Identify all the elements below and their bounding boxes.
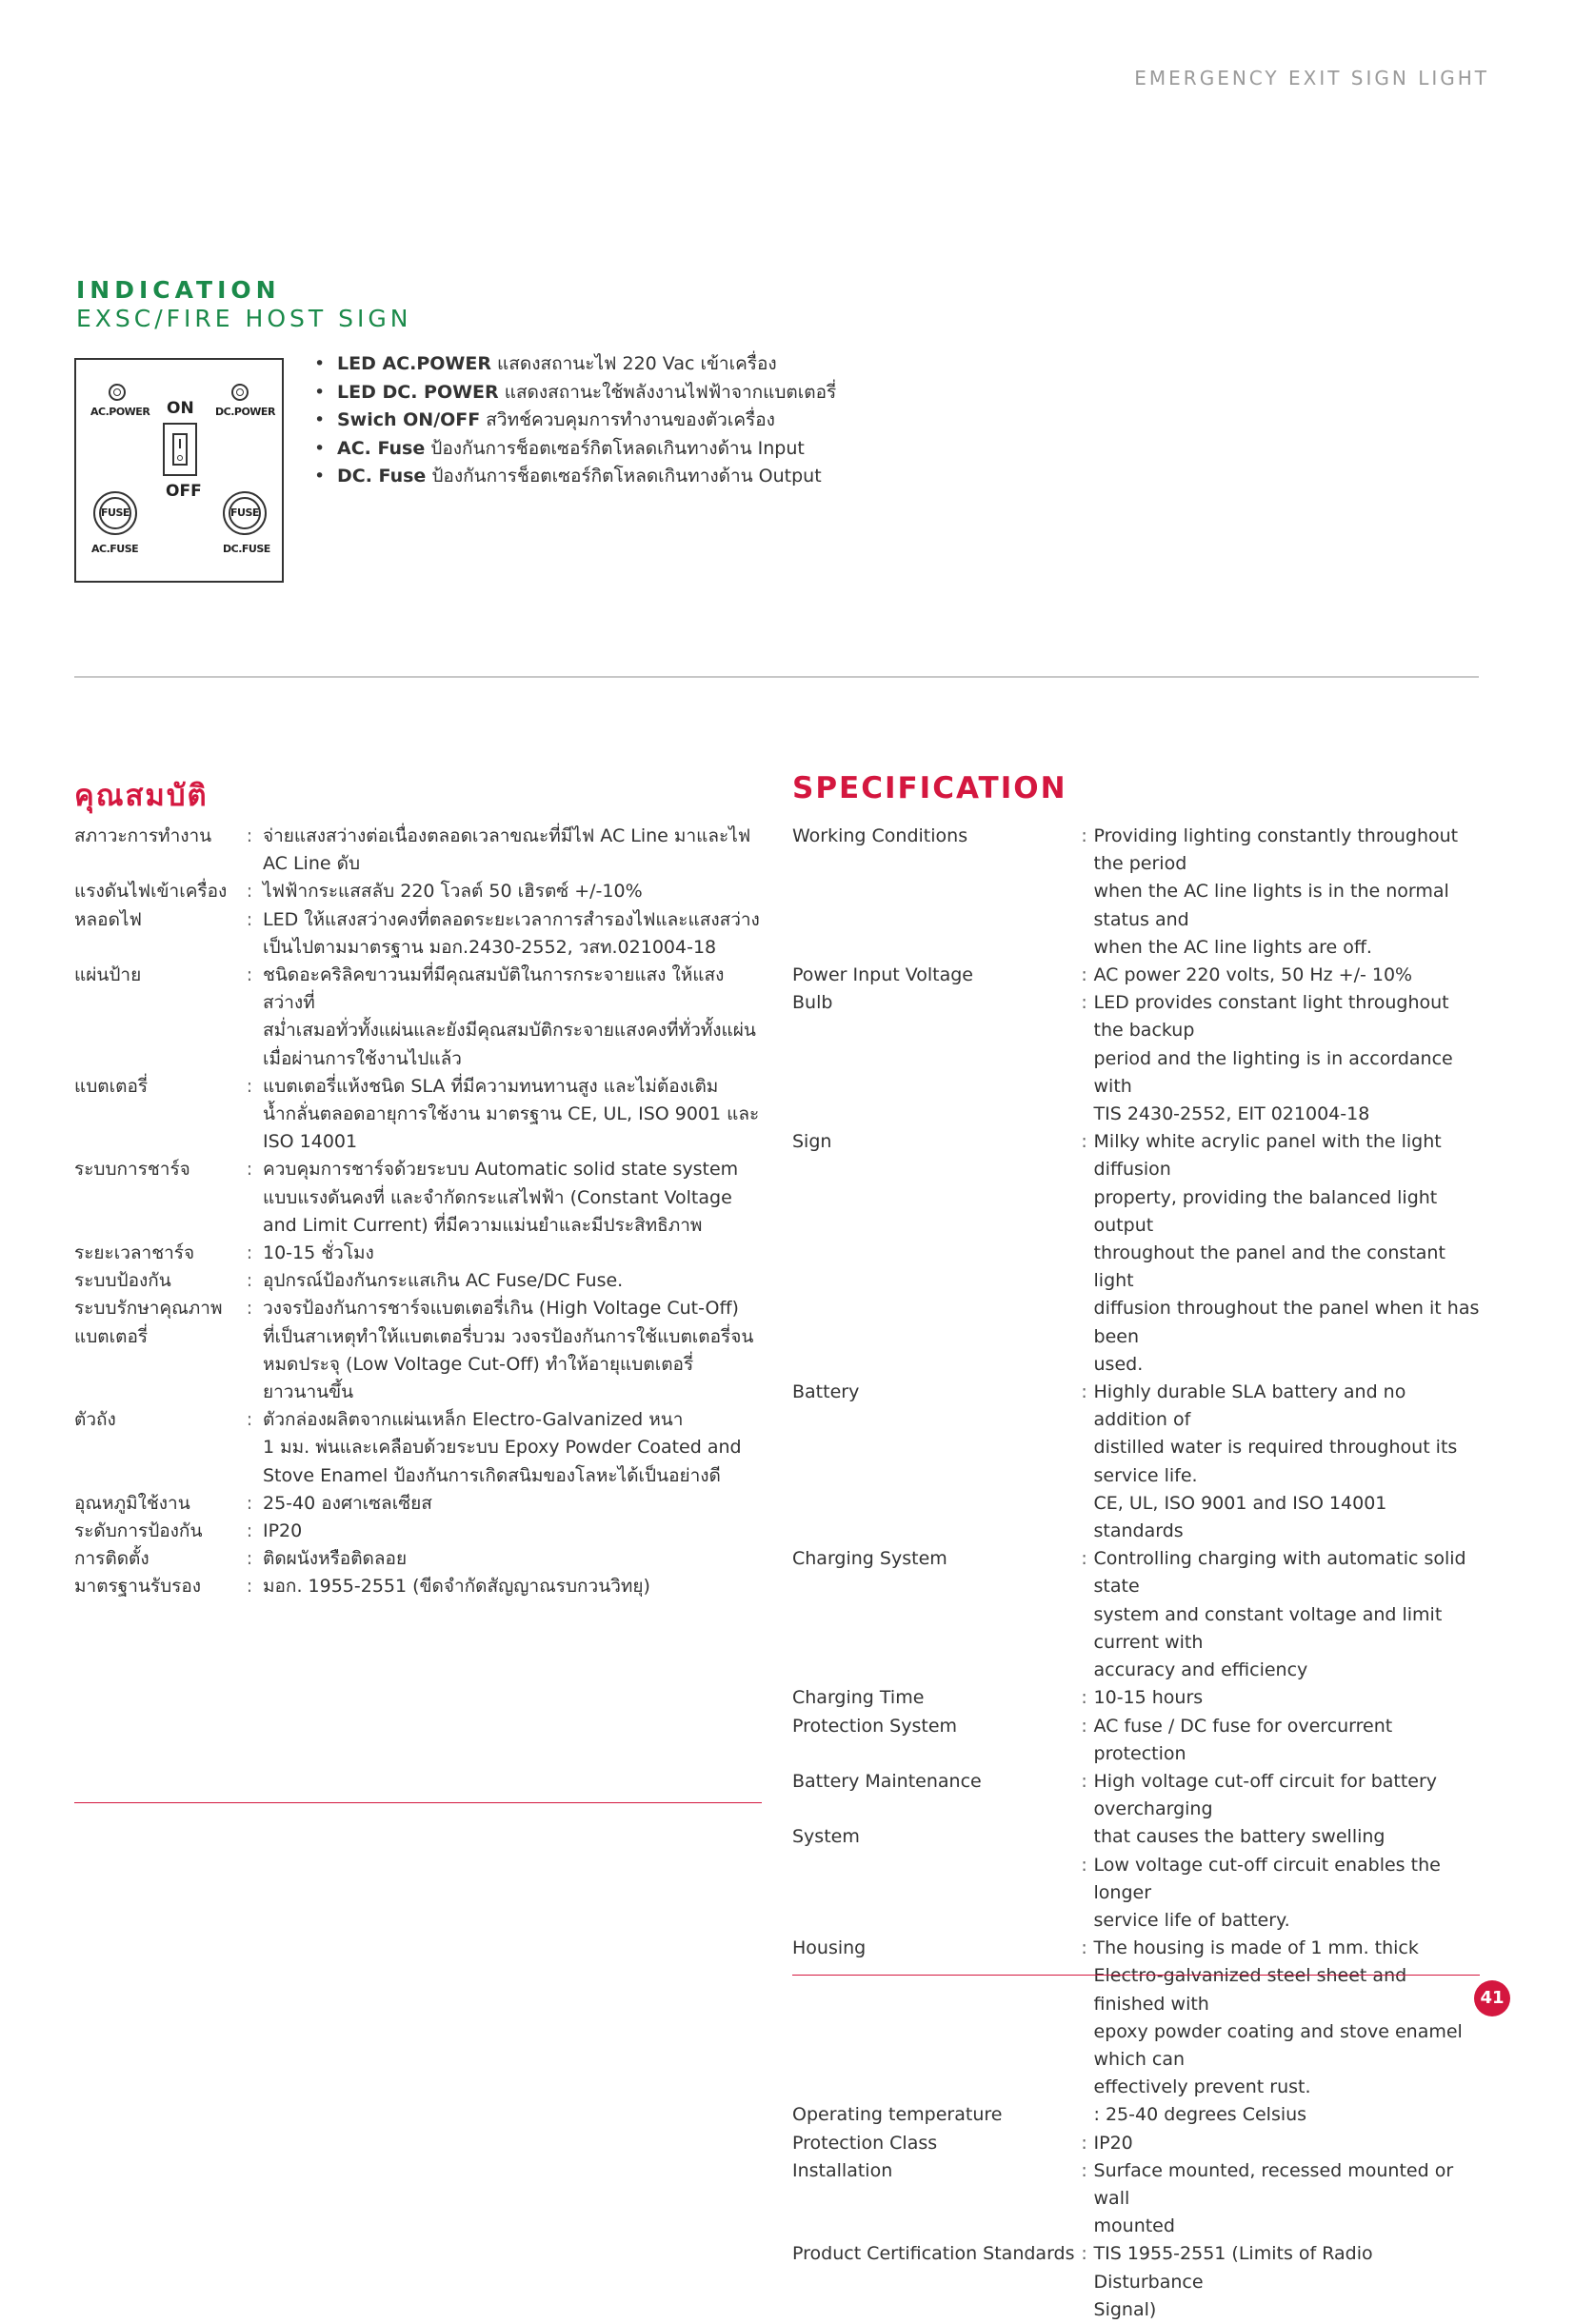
spec-row bbox=[74, 1434, 760, 1461]
spec-colon bbox=[1075, 1351, 1094, 1379]
spec-value: epoxy powder coating and stove enamel which can bbox=[1093, 2020, 1463, 2070]
spec-value: CE, UL, ISO 9001 and ISO 14001 standards bbox=[1093, 1492, 1387, 1542]
spec-value: ยาวนานขึ้น bbox=[263, 1381, 354, 1403]
spec-row bbox=[74, 1295, 760, 1322]
spec-key bbox=[74, 850, 236, 878]
spec-row bbox=[792, 823, 1480, 878]
spec-key: มาตรฐานรับรอง bbox=[74, 1576, 202, 1598]
thai-properties-heading: คุณสมบัติ bbox=[74, 779, 209, 813]
spec-key: Protection Class bbox=[792, 2132, 938, 2154]
spec-colon bbox=[1075, 934, 1094, 962]
spec-key: Power Input Voltage bbox=[792, 964, 973, 986]
spec-value: เป็นไปตามมาตรฐาน มอก.2430-2552, วสท.021004-18 bbox=[263, 936, 717, 958]
spec-key: Battery Maintenance bbox=[792, 1770, 982, 1792]
ac-power-led-icon bbox=[109, 384, 126, 401]
spec-colon: : bbox=[1081, 964, 1087, 986]
spec-key: หลอดไฟ bbox=[74, 908, 142, 930]
spec-row bbox=[792, 2240, 1480, 2295]
spec-key bbox=[74, 1128, 236, 1156]
spec-colon bbox=[1075, 1823, 1094, 1851]
bullet-item bbox=[314, 463, 836, 491]
spec-colon: : bbox=[1081, 2159, 1087, 2181]
spec-colon: : bbox=[246, 881, 253, 903]
spec-value: and Limit Current) ที่มีความแม่นยำและมีประสิทธิภาพ bbox=[263, 1214, 703, 1236]
spec-row bbox=[792, 1962, 1480, 2017]
bullet-item bbox=[314, 379, 836, 407]
ac-power-label: AC.POWER bbox=[90, 406, 150, 418]
spec-key: ระบบการชาร์จ bbox=[74, 1159, 190, 1181]
spec-key bbox=[792, 1852, 1075, 1907]
spec-colon: : bbox=[1081, 1687, 1087, 1709]
spec-colon: : bbox=[1081, 1854, 1087, 1876]
spec-value: 10-15 ชั่วโมง bbox=[263, 1242, 374, 1264]
spec-row bbox=[792, 1434, 1480, 1489]
control-panel-diagram bbox=[74, 358, 284, 583]
spec-value: distilled water is required throughout its service life. bbox=[1093, 1437, 1458, 1486]
spec-row bbox=[792, 1379, 1480, 1434]
spec-colon bbox=[1075, 1045, 1094, 1101]
spec-value: ISO 14001 bbox=[263, 1131, 358, 1153]
spec-key: Charging System bbox=[792, 1548, 947, 1570]
spec-colon bbox=[236, 1101, 263, 1128]
bullet-text: ป้องกันการช็อตเซอร์กิตโหลดเกินทางด้าน Output bbox=[426, 466, 822, 487]
spec-colon bbox=[1075, 1962, 1094, 2017]
spec-row bbox=[74, 1490, 760, 1518]
spec-colon bbox=[236, 934, 263, 962]
spec-value: เมื่อผ่านการใช้งานไปแล้ว bbox=[263, 1047, 462, 1069]
spec-value: that causes the battery swelling bbox=[1093, 1826, 1386, 1848]
spec-key bbox=[792, 2074, 1075, 2101]
spec-colon: : bbox=[1081, 1381, 1087, 1403]
spec-colon bbox=[1075, 2213, 1094, 2240]
spec-value: AC power 220 volts, 50 Hz +/- 10% bbox=[1093, 964, 1413, 986]
spec-row bbox=[74, 934, 760, 962]
spec-colon: : bbox=[246, 1298, 253, 1320]
spec-key: System bbox=[792, 1826, 860, 1848]
spec-colon: : bbox=[246, 1409, 253, 1431]
spec-value: Providing lighting constantly throughout the period bbox=[1093, 825, 1459, 875]
spec-row bbox=[74, 962, 760, 1017]
spec-key bbox=[792, 1240, 1075, 1295]
spec-colon bbox=[236, 1184, 263, 1212]
spec-value: 1 มม. พ่นและเคลือบด้วยระบบ Epoxy Powder Coated and bbox=[263, 1437, 742, 1459]
spec-key: ตัวถัง bbox=[74, 1409, 116, 1431]
spec-colon: : bbox=[246, 964, 253, 986]
spec-row bbox=[792, 1545, 1480, 1600]
page-number-badge: 41 bbox=[1474, 1980, 1510, 2016]
spec-key: Protection System bbox=[792, 1715, 958, 1737]
spec-colon bbox=[1075, 2296, 1094, 2324]
spec-value: แบบแรงดันคงที่ และจำกัดกระแสไฟฟ้า (Constant Voltage bbox=[263, 1186, 732, 1208]
spec-value: Controlling charging with automatic solid state bbox=[1093, 1548, 1466, 1598]
thai-properties-table bbox=[74, 823, 760, 1601]
spec-value: LED provides constant light throughout the backup bbox=[1093, 992, 1449, 1042]
spec-key bbox=[792, 1434, 1075, 1489]
spec-row bbox=[792, 2130, 1480, 2157]
spec-value: diffusion throughout the panel when it has been bbox=[1093, 1298, 1480, 1347]
spec-value: TIS 2430-2552, EIT 021004-18 bbox=[1093, 1103, 1370, 1125]
spec-row bbox=[74, 1518, 760, 1545]
spec-row bbox=[792, 2296, 1480, 2324]
spec-colon: : bbox=[246, 1159, 253, 1181]
spec-key bbox=[792, 1184, 1075, 1240]
spec-colon bbox=[236, 850, 263, 878]
spec-value: when the AC line lights is in the normal status and bbox=[1093, 881, 1449, 930]
spec-colon bbox=[1075, 1657, 1094, 1684]
spec-key: แผ่นป้าย bbox=[74, 964, 142, 986]
spec-key: Bulb bbox=[792, 992, 833, 1014]
spec-colon: : bbox=[246, 1576, 253, 1598]
spec-row bbox=[792, 1907, 1480, 1935]
spec-row bbox=[74, 1379, 760, 1406]
spec-key: ระบบป้องกัน bbox=[74, 1270, 171, 1292]
spec-value: มอก. 1955-2551 (ขีดจำกัดสัญญาณรบกวนวิทยุ) bbox=[263, 1576, 650, 1598]
spec-value: น้ำกลั่นตลอดอายุการใช้งาน มาตรฐาน CE, UL, ISO 9001 และ bbox=[263, 1103, 760, 1125]
spec-row bbox=[74, 1184, 760, 1212]
spec-value: 10-15 hours bbox=[1093, 1687, 1204, 1709]
spec-row bbox=[792, 2101, 1480, 2129]
spec-row bbox=[792, 1601, 1480, 1657]
power-switch-icon bbox=[163, 423, 197, 476]
spec-key bbox=[792, 1601, 1075, 1657]
spec-row bbox=[792, 1684, 1480, 1712]
spec-row bbox=[792, 1351, 1480, 1379]
spec-colon: : bbox=[1081, 1770, 1087, 1792]
spec-value: วงจรป้องกันการชาร์จแบตเตอรี่เกิน (High Voltage Cut-Off) bbox=[263, 1298, 739, 1320]
spec-value: system and constant voltage and limit current with bbox=[1093, 1603, 1443, 1653]
spec-colon bbox=[236, 1045, 263, 1073]
spec-colon: : bbox=[246, 1548, 253, 1570]
spec-row bbox=[792, 1852, 1480, 1907]
spec-key: Battery bbox=[792, 1381, 860, 1403]
spec-key: Installation bbox=[792, 2159, 893, 2181]
spec-key bbox=[74, 1462, 236, 1490]
dc-power-label: DC.POWER bbox=[215, 406, 275, 418]
spec-row bbox=[74, 1156, 760, 1183]
spec-value: ติดผนังหรือติดลอย bbox=[263, 1548, 408, 1570]
spec-key bbox=[792, 2296, 1075, 2324]
spec-value: TIS 1955-2551 (Limits of Radio Disturbance bbox=[1093, 2243, 1373, 2293]
spec-key: แบตเตอรี่ bbox=[74, 1325, 149, 1347]
spec-key: Operating temperature bbox=[792, 2104, 1003, 2126]
bullet-text: ป้องกันการช็อตเซอร์กิตโหลดเกินทางด้าน Input bbox=[425, 437, 805, 459]
spec-value: Surface mounted, recessed mounted or wall bbox=[1093, 2159, 1454, 2209]
spec-row bbox=[74, 1128, 760, 1156]
spec-value: ชนิดอะคริลิคขาวนมที่มีคุณสมบัติในการกระจายแสง ให้แสงสว่างที่ bbox=[263, 964, 725, 1014]
spec-row bbox=[74, 1073, 760, 1101]
spec-row bbox=[74, 906, 760, 934]
spec-value: จ่ายแสงสว่างต่อเนื่องตลอดเวลาขณะที่มีไฟ AC Line มาและไฟ bbox=[263, 825, 751, 846]
spec-colon bbox=[236, 1379, 263, 1406]
dc-fuse-text: FUSE bbox=[229, 497, 261, 529]
spec-row bbox=[74, 823, 760, 850]
spec-colon bbox=[236, 1434, 263, 1461]
spec-row bbox=[74, 1267, 760, 1295]
bullet-item bbox=[314, 407, 836, 435]
spec-key bbox=[792, 934, 1075, 962]
spec-colon bbox=[1075, 1907, 1094, 1935]
spec-row bbox=[74, 850, 760, 878]
spec-key bbox=[74, 934, 236, 962]
specification-table bbox=[792, 823, 1480, 2324]
off-label: OFF bbox=[166, 482, 202, 501]
spec-key: อุณหภูมิใช้งาน bbox=[74, 1492, 190, 1514]
spec-key bbox=[792, 2213, 1075, 2240]
spec-value: สม่ำเสมอทั่วทั้งแผ่นและยังมีคุณสมบัติกระจายแสงคงที่ทั่วทั้งแผ่น bbox=[263, 1020, 756, 1042]
bullet-item bbox=[314, 435, 836, 464]
spec-value: : 25-40 degrees Celsius bbox=[1093, 2104, 1307, 2126]
spec-value: Signal) bbox=[1093, 2298, 1157, 2320]
spec-colon bbox=[1075, 2074, 1094, 2101]
spec-key bbox=[792, 1101, 1075, 1128]
spec-value: หมดประจุ (Low Voltage Cut-Off) ทำให้อายุแบตเตอรี่ bbox=[263, 1353, 694, 1375]
spec-value: accuracy and efficiency bbox=[1093, 1659, 1308, 1681]
bullet-term: LED DC. POWER bbox=[337, 381, 499, 403]
spec-value: ไฟฟ้ากระแสสลับ 220 โวลต์ 50 เฮิรตซ์ +/-10% bbox=[263, 881, 643, 903]
spec-key bbox=[74, 1434, 236, 1461]
spec-row bbox=[74, 1101, 760, 1128]
bullet-term: Swich ON/OFF bbox=[337, 409, 481, 430]
spec-value: used. bbox=[1093, 1353, 1144, 1375]
spec-value: IP20 bbox=[263, 1520, 303, 1542]
spec-colon: : bbox=[1081, 1548, 1087, 1570]
spec-key bbox=[74, 1212, 236, 1240]
spec-value: อุปกรณ์ป้องกันกระแสเกิน AC Fuse/DC Fuse. bbox=[263, 1270, 624, 1292]
spec-key bbox=[792, 1045, 1075, 1101]
spec-value: ตัวกล่องผลิตจากแผ่นเหล็ก Electro-Galvanized หนา bbox=[263, 1409, 684, 1431]
spec-key: Housing bbox=[792, 1937, 867, 1959]
spec-value: ที่เป็นสาเหตุทำให้แบตเตอรี่บวม วงจรป้องกันการใช้แบตเตอรี่จน bbox=[263, 1325, 754, 1347]
spec-colon bbox=[236, 1323, 263, 1351]
spec-key: สภาวะการทำงาน bbox=[74, 825, 212, 846]
spec-colon: : bbox=[1081, 2243, 1087, 2265]
spec-value: IP20 bbox=[1093, 2132, 1133, 2154]
spec-key bbox=[792, 1962, 1075, 2017]
spec-key bbox=[74, 1101, 236, 1128]
spec-key: แบตเตอรี่ bbox=[74, 1075, 149, 1097]
spec-row bbox=[792, 1128, 1480, 1183]
bullet-term: DC. Fuse bbox=[337, 466, 427, 487]
spec-row bbox=[74, 1406, 760, 1434]
spec-row bbox=[792, 1768, 1480, 1823]
spec-colon bbox=[1075, 878, 1094, 933]
ac-fuse-icon bbox=[93, 491, 137, 535]
spec-colon: : bbox=[246, 1492, 253, 1514]
spec-row bbox=[74, 878, 760, 905]
spec-row bbox=[74, 1573, 760, 1600]
spec-key bbox=[74, 1017, 236, 1044]
spec-row bbox=[792, 1713, 1480, 1768]
spec-key bbox=[792, 1907, 1075, 1935]
spec-key bbox=[792, 1490, 1075, 1545]
spec-value: Low voltage cut-off circuit enables the longer bbox=[1093, 1854, 1441, 1903]
spec-row bbox=[74, 1351, 760, 1379]
spec-value: period and the lighting is in accordance with bbox=[1093, 1047, 1453, 1097]
spec-colon: : bbox=[1081, 992, 1087, 1014]
spec-colon bbox=[1075, 2018, 1094, 2074]
spec-colon bbox=[1075, 1101, 1094, 1128]
ac-fuse-text: FUSE bbox=[99, 497, 131, 529]
spec-value: 25-40 องศาเซลเซียส bbox=[263, 1492, 432, 1514]
bullet-text: สวิทช์ควบคุมการทำงานของตัวเครื่อง bbox=[480, 409, 775, 430]
spec-colon bbox=[1075, 1490, 1094, 1545]
ac-fuse-label: AC.FUSE bbox=[91, 543, 139, 555]
spec-key: Charging Time bbox=[792, 1687, 925, 1709]
spec-value: effectively prevent rust. bbox=[1093, 2076, 1311, 2098]
spec-key bbox=[74, 1351, 236, 1379]
thai-section-underline bbox=[74, 1802, 762, 1803]
spec-value: ควบคุมการชาร์จด้วยระบบ Automatic solid state system bbox=[263, 1159, 739, 1181]
spec-key: Sign bbox=[792, 1131, 832, 1153]
spec-key: ระบบรักษาคุณภาพ bbox=[74, 1298, 223, 1320]
spec-colon: : bbox=[1081, 2132, 1087, 2154]
spec-key: Product Certification Standards bbox=[792, 2243, 1075, 2265]
spec-key: ระยะเวลาชาร์จ bbox=[74, 1242, 195, 1264]
spec-colon: : bbox=[246, 1242, 253, 1264]
spec-colon bbox=[1075, 2101, 1094, 2129]
spec-colon bbox=[236, 1128, 263, 1156]
spec-value: LED ให้แสงสว่างคงที่ตลอดระยะเวลาการสำรองไฟและแสงสว่าง bbox=[263, 908, 760, 930]
spec-colon bbox=[236, 1462, 263, 1490]
spec-value: service life of battery. bbox=[1093, 1909, 1290, 1931]
spec-row bbox=[792, 1657, 1480, 1684]
spec-row bbox=[792, 1935, 1480, 1962]
bullet-term: LED AC.POWER bbox=[337, 353, 491, 374]
spec-colon bbox=[1075, 1601, 1094, 1657]
spec-row bbox=[792, 989, 1480, 1044]
spec-row bbox=[792, 1295, 1480, 1350]
spec-row bbox=[792, 2018, 1480, 2074]
spec-row bbox=[792, 2157, 1480, 2213]
spec-key bbox=[792, 1351, 1075, 1379]
spec-value: The housing is made of 1 mm. thick bbox=[1093, 1937, 1419, 1959]
dc-power-led-icon bbox=[231, 384, 249, 401]
bullet-text: แสดงสถานะใช้พลังงานไฟฟ้าจากแบตเตอรี่ bbox=[498, 381, 837, 403]
spec-value: when the AC line lights are off. bbox=[1093, 936, 1372, 958]
indication-title: INDICATION bbox=[76, 276, 281, 304]
on-label: ON bbox=[167, 399, 194, 418]
spec-colon: : bbox=[1081, 1715, 1087, 1737]
spec-key: ระดับการป้องกัน bbox=[74, 1520, 203, 1542]
spec-row bbox=[792, 1184, 1480, 1240]
spec-value: throughout the panel and the constant light bbox=[1093, 1242, 1445, 1292]
spec-value: High voltage cut-off circuit for battery overcharging bbox=[1093, 1770, 1438, 1820]
spec-colon: : bbox=[1081, 1937, 1087, 1959]
spec-value: แบตเตอรี่แห้งชนิด SLA ที่มีความทนทานสูง และไม่ต้องเติม bbox=[263, 1075, 719, 1097]
spec-row bbox=[792, 2213, 1480, 2240]
footer-rule bbox=[792, 1975, 1480, 1976]
spec-colon bbox=[236, 1017, 263, 1044]
spec-value: mounted bbox=[1093, 2215, 1175, 2237]
dc-fuse-icon bbox=[223, 491, 267, 535]
spec-colon bbox=[236, 1212, 263, 1240]
spec-row bbox=[792, 1240, 1480, 1295]
spec-colon: : bbox=[1081, 825, 1087, 846]
spec-colon: : bbox=[246, 1075, 253, 1097]
spec-row bbox=[74, 1212, 760, 1240]
spec-value: Stove Enamel ป้องกันการเกิดสนิมของโลหะได้เป็นอย่างดี bbox=[263, 1464, 721, 1486]
spec-value: AC Line ดับ bbox=[263, 853, 361, 875]
spec-colon bbox=[1075, 1184, 1094, 1240]
spec-value: Milky white acrylic panel with the light diffusion bbox=[1093, 1131, 1442, 1181]
spec-colon bbox=[1075, 1240, 1094, 1295]
indication-subtitle: EXSC/FIRE HOST SIGN bbox=[76, 305, 412, 332]
spec-colon: : bbox=[246, 825, 253, 846]
spec-value: property, providing the balanced light output bbox=[1093, 1186, 1438, 1236]
spec-key: การติดตั้ง bbox=[74, 1548, 150, 1570]
spec-row bbox=[74, 1240, 760, 1267]
spec-colon bbox=[1075, 1295, 1094, 1350]
dc-fuse-label: DC.FUSE bbox=[223, 543, 270, 555]
spec-row bbox=[792, 962, 1480, 989]
spec-row bbox=[74, 1545, 760, 1573]
spec-value: Highly durable SLA battery and no addition of bbox=[1093, 1381, 1406, 1431]
spec-colon bbox=[1075, 1434, 1094, 1489]
spec-row bbox=[74, 1323, 760, 1351]
spec-key bbox=[792, 878, 1075, 933]
spec-colon: : bbox=[246, 1520, 253, 1542]
spec-value: Electro-galvanized steel sheet and finished with bbox=[1093, 1965, 1407, 2015]
spec-row bbox=[792, 1101, 1480, 1128]
spec-key: Working Conditions bbox=[792, 825, 968, 846]
specification-heading: SPECIFICATION bbox=[792, 771, 1067, 805]
spec-row bbox=[792, 934, 1480, 962]
spec-row bbox=[792, 1490, 1480, 1545]
spec-key bbox=[74, 1045, 236, 1073]
spec-row bbox=[792, 878, 1480, 933]
spec-colon: : bbox=[246, 1270, 253, 1292]
spec-key bbox=[74, 1184, 236, 1212]
indication-bullet-list bbox=[314, 350, 836, 491]
spec-row bbox=[792, 2074, 1480, 2101]
spec-row bbox=[74, 1462, 760, 1490]
spec-colon: : bbox=[246, 908, 253, 930]
spec-key bbox=[74, 1379, 236, 1406]
spec-key bbox=[792, 1657, 1075, 1684]
spec-key bbox=[792, 2018, 1075, 2074]
spec-colon bbox=[236, 1351, 263, 1379]
spec-row bbox=[74, 1045, 760, 1073]
spec-key bbox=[792, 1295, 1075, 1350]
spec-key: แรงดันไฟเข้าเครื่อง bbox=[74, 881, 228, 903]
bullet-item bbox=[314, 350, 836, 379]
bullet-term: AC. Fuse bbox=[337, 437, 426, 459]
spec-colon: : bbox=[1081, 1131, 1087, 1153]
bullet-text: แสดงสถานะไฟ 220 Vac เข้าเครื่อง bbox=[490, 353, 777, 374]
spec-value: AC fuse / DC fuse for overcurrent protection bbox=[1093, 1715, 1393, 1764]
spec-row bbox=[792, 1823, 1480, 1851]
spec-row bbox=[792, 1045, 1480, 1101]
header-title: EMERGENCY EXIT SIGN LIGHT bbox=[1134, 67, 1489, 89]
section-divider bbox=[74, 676, 1479, 678]
spec-row bbox=[74, 1017, 760, 1044]
